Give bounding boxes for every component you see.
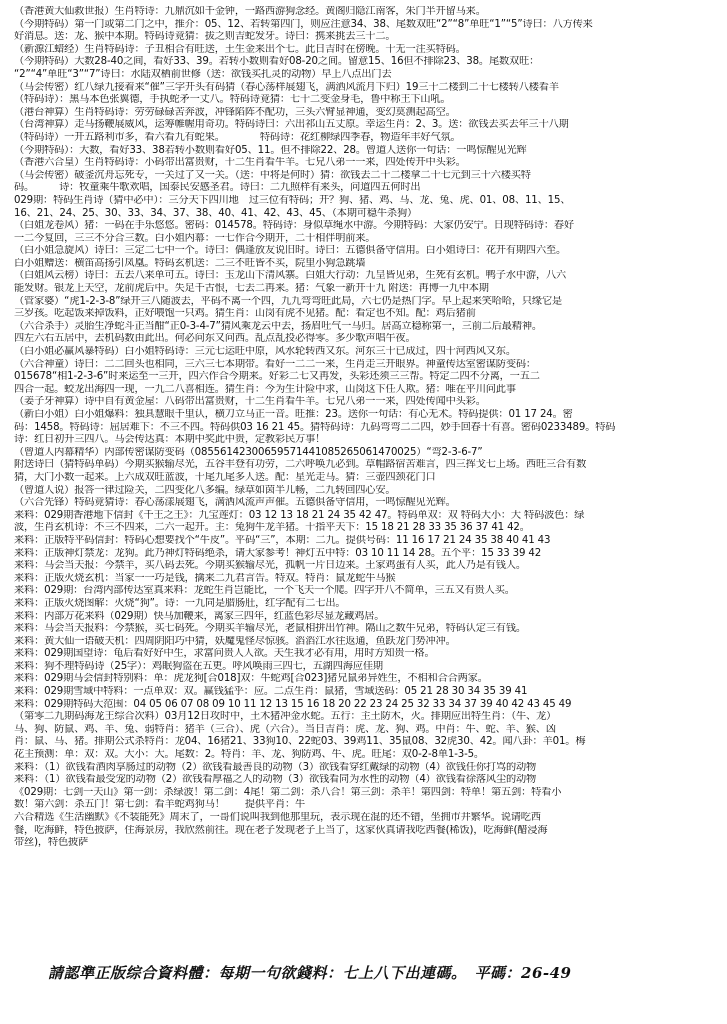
- text-line: 猜，大门小数一起来。上六成双旺蓝波，十尾九尾多人送。配：星光走马。猜：三壶四颈花门口: [14, 471, 436, 483]
- text-line: 马、狗、防鼠、鸡、羊、兔、弱特肖：猪羊（三合）、虎（六合）。当日吉肖：虎、龙、狗、鸡。中肖：牛、蛇、羊、猴、凶: [14, 723, 556, 735]
- text-line: 来料：正版火烧玄机：当家一一巧是钱，擒来二九君言告。特双。特肖：鼠龙蛇牛马猴: [14, 572, 396, 584]
- text-line: “2”“4”单旺“3”“7”诗曰：水陆双栖前世修（送：欲钱买扎灵的动物）早上八点出门去: [14, 68, 392, 80]
- text-line: 四左六右五居中，去机码数由此出。何必问东又问西。乱点乱投必得零。多少歌声唱午夜。: [14, 333, 416, 345]
- text-line: （曾道人内幕精华）内部传密谋防变码（08556142300659571441085265061470025）“弯2-3-6-7”: [14, 446, 483, 458]
- footer: [0, 952, 727, 992]
- text-line: 来料：029期：台湾内部传达室真来料：龙蛇生肖岂能比，一个飞天一个爬。四字开八不简单，三五又有贵人买。: [14, 585, 515, 597]
- text-line: 能发财。银龙上天空，龙前虎后中。失足千古恨，七去二再来。猪：气象一新开十九 附送：再博一九中本期: [14, 283, 489, 295]
- text-line: 来料：029期国望诗：龟后看好好中生，求富问贵人人欲。天生我才必有用，用时方知贵一格。: [14, 648, 435, 660]
- text-line: （第零二九期码海龙王综合次料）03月12日攻时中，土木猪冲金水蛇。五行：主土防木，火。排期应出特生肖：（牛、龙）: [14, 711, 557, 723]
- text-line: 来料：（1）欲钱看最受宠的动物（2）欲钱看厚福之人的动物（3）欲钱看同为水性的动物（4）欲钱看徐落风尘的动物: [14, 774, 537, 786]
- text-line: 来料：正版特平码信封：特码心想要找个“牛皮”。平码“三”，本期：二九。提供号码：11 16 17 21 24 35 38 40 41 43: [14, 534, 551, 546]
- text-line: （六合杀手）灵胎生净蛇斗正当酣“正0-3-4-7”猜风乘龙云中去，扬眉吐气一马归。居高立稳称第一，三前二后最精神。: [14, 320, 542, 332]
- text-line: 来料：（1）欲钱看酒肉享肠过的动物（2）欲钱看最善良的动物（3）欲钱看穿红戴绿的动物（4）欲钱任你打骂的动物: [14, 761, 537, 773]
- text-line: （今期特码）第一门或第二门之中，推介：05、12、若转第四门，则应注意34、38、尾数双旺“2”“8”单旺“1”“5”诗曰：八方传来: [14, 18, 593, 30]
- text-line: （香港黄大仙救世报）生肖特诗：九鼎沉如千金钟，一路西游狗念经。黄阁归隐江南客，朱门半开留马来。: [14, 6, 486, 17]
- footer-text: 請認準正版综合資料體：每期一句欲錢料：七上八下出連碼。 平碼：26-49: [48, 964, 572, 982]
- text-line: 一二今复回，三三不分合三数。白小姐内幕：一七作合今期开，二十相伴明前来。: [14, 232, 376, 244]
- text-line: （白小姐急旋风）诗曰：三定二七中一个。诗曰：偶逢放友说旧时。诗曰：五德俱备守信用。白小姐诗曰：花开有期四六至。: [14, 245, 567, 257]
- document-body: [14, 6, 717, 850]
- text-line: 《029期：七剑一天山》第一剑：杀绿波！第二剑：4尾！第二剑：杀八合！第三剑：杀羊！第四剑：特单！第五剑：特看小: [14, 786, 562, 798]
- text-line: （曾道人说）报答一律过险关，二四变化八多编。绿草如茵半儿畅，二九转回四心安。: [14, 484, 396, 496]
- text-line: 肖：鼠、马、猪。排期公式杀特肖：龙04、16猪21、33狗10、22蛇03、39鸡11、35鼠08、32虎30、42。闻八卦：羊01。梅: [14, 736, 586, 748]
- text-line: 来料：正版火烧图解：火烧“狗”。诗：一九同是腊肠肚，红字配有二七出。: [14, 597, 346, 609]
- text-line: （白姐风云榜）诗曰：五去八来单可五。诗曰：玉龙山下清风寨。白姐大行动：九呈皆见弟，生死有玄机。鸭子水中游，八六: [14, 270, 567, 282]
- text-line: （特码诗）一开五路利市多，看六看九有蛇果。 特码诗：花红柳绿四季春，物造年丰好气氛。: [14, 131, 461, 143]
- text-line: 来料：狗不理特码诗（25字）：鸡眠狗盗在五更。呼风唤雨三四七，五湖四海应佳期: [14, 660, 383, 672]
- text-line: 码。 诗：牧童乘牛歌欢唱，国泰民安感圣君。诗曰：二九照样有来头，问道四五何时出: [14, 182, 421, 194]
- text-line: 来料：029期雪域中特料：一点单双：双。赢钱猛乎：应。二点生肖：鼠猪，雪域送码：05 21 28 30 34 35 39 41: [14, 686, 528, 698]
- text-line: （姜子牙神算）诗中自有黄金屋：八码带出富贵财，十二生肖看牛羊。七兄八弟一一来，四处传闻中头彩。: [14, 396, 486, 408]
- text-line: （六合先锋）特码竟猜诗：春心荡漾展翅飞，满洒风流声声催。五德俱备守信用，一鸣惊醒见光辉。: [14, 497, 456, 509]
- text-line: （六合神童）诗曰：二二回头也相同，三六三七本期带。看好一二二一来，生肖走三开眼界。神童传达室密谋防变码：: [14, 358, 536, 370]
- text-line: 来料：黄大仙一语破天机：四周阴阳巧中猜，妖魔鬼怪尽惊骇。滔滔江水往返通，鱼跃龙门势冲冲。: [14, 635, 456, 647]
- text-line: 三岁孩。吃起饭来掉饭料，正好喂饱一只鸡。猜生肖：山岗有虎不见猪。配：看定也不知。配：鸡后猪前: [14, 308, 476, 320]
- text-line: 附送诗曰（猜特码单码）今期买猴输尽光，五谷丰登有功劳，二六呼唤九必到。草帽路宿苦难言，四三挥戈七上场。西旺三合有数: [14, 459, 587, 471]
- text-line: 来料：029期特码大范围：04 05 06 07 08 09 10 11 12 13 15 16 18 20 22 23 24 25 32 33 34 37 39 40 42 43 45 49: [14, 698, 572, 710]
- text-line: （今期特码）：大数，看好33、38若转小数则看好05、11。但不排除22、28。曾道人送你一句话：一鸣惊醒见光辉: [14, 144, 527, 156]
- text-line: （台湾神算）走马扬鞭展威风，运筹帷幄用奇功。特码诗曰：六出祁山五丈原。幸运生肖：2、3。送：欲钱去买去年三十八期: [14, 119, 569, 131]
- text-line: （香港六合皇）生肖特码诗：小码带出富贵财，十二生肖看牛羊。七兄八弟一一来，四处传开中头彩。: [14, 157, 466, 169]
- text-line: （马会传密）破釜沉舟忘死专，一关过了又一关。（送：中将是何时）猜：欲钱去二十二楼拿二十七元到三十六楼买特: [14, 169, 531, 181]
- text-line: 诗：红日初升三四八。马会传达真：本期中奖此中贵，定教彩民万事！: [14, 434, 326, 446]
- text-line: （管家婆）“虎1-2-3-8”绿开三八随波去，平码不离一个四，九九弯弯旺此局，六七仍是热门字。早上起来笑哈哈，只缘它是: [14, 295, 563, 307]
- text-line: 来料：内部万花来料（029期）快马加鞭来，离家三四年，红蓝色彩尽显龙藏鸡居。: [14, 610, 385, 622]
- text-line: 码：1458。特码诗：屈居难下：不三不四。特码供03 16 21 45。猜特码诗：九码弯弯二二四，妙手回春十有喜。密码0233489。特码: [14, 421, 616, 433]
- text-line: 餐，吃海鲜，特色披萨，住海景房，我欣然前往。现在老子发现老子上当了，这家伙真请我吃西餐(稀饭)，吃海鲜(醋浸海: [14, 824, 548, 836]
- text-line: 波，生肖玄机诗：不三不四来，二六一起开。主：兔狗牛龙羊猪。十指平天下：15 18 21 28 33 35 36 37 41 42。: [14, 522, 530, 534]
- text-line: 来料：马会当天报料：今禁猴，买七码死。今期买羊输尽光，老鼠相拼出竹神。隔山之数牛兄弟，特码认定三有钱。: [14, 623, 526, 635]
- text-line: 数！第六剑：杀五门！第七剑：看羊蛇鸡狗马！ 提供平肖：牛: [14, 799, 306, 811]
- text-line: 029期：特码生肖诗（猜中必中）：三分天下四川地 过三位有特码；开？狗、猪、鸡、马、龙、兔、虎、01、08、11、15、: [14, 194, 571, 206]
- text-line: （港台神算）生肖特码诗：劳劳碌碌苦奔波，冲锋陷阵不配功，三头六臂显神通，变幻莫测起高空。: [14, 106, 456, 118]
- text-line: （特码诗）：黑马本色张翼德，手执蛇矛一丈八。特码诗竟猜：七十二变金身毛，鲁中称王下山吼。: [14, 94, 451, 106]
- text-line: 015678“相1-2-3-6”时来运至一三开，四六作合今期来。好彩二七又再发，头彩还须三三帮。特定二四不分离，一五二: [14, 371, 540, 383]
- text-line: （白姐龙卷风）猪：一码在手乐悠悠。密码：014578。特码诗：身似草绳水中游。今期特码：大家仍安宁。日现特码诗：春好: [14, 220, 574, 232]
- text-line: 16、21、24、25、30、33、34、37、38、40、41、42、43、45、（本期可稳牛杀狗）: [14, 207, 418, 219]
- text-line: （白小姐必赢风暴特码）白小姐特码诗：三元七运旺中原，风水轮转西又东。河东三十已成过，四十河西风又东。: [14, 346, 516, 358]
- text-line: （今期特码）大数28-40之间，看好33、39。若转小数则看好08-20之间。留意15、16但不排除23、38。尾数双旺：: [14, 56, 540, 68]
- text-line: 带丝)，特色披萨: [14, 837, 89, 849]
- text-line: （新源江蜡经）生肖特码诗：子丑相合有旺送，土生金来出个七。此日吉时在傍晚。十无一注买特码。: [14, 43, 466, 55]
- text-line: 六合精选《生活幽默》《不装能死》周末了，一哥们说叫我到他那里玩，表示现在混的还不错，坐拥市井繁华。说请吃西: [14, 812, 541, 823]
- text-line: 来料：正版神灯禁龙：龙狗。此乃神灯特码绝杀，请大家参考！神灯五中特：03 10 11 14 28。五个平：15 33 39 42: [14, 547, 542, 559]
- text-line: 好消息。送：龙、猴中本期。特码诗竟猜：拔之则吉蛇发牙。诗曰：携来挑去三十二。: [14, 31, 396, 43]
- text-line: 白小姐赠送：横笛高扬引凤凰。特码玄机送：二三不旺皆不买，院里小狗急跳墙: [14, 257, 366, 269]
- text-line: 来料：029期马会信封特别料：单：虎龙狗[合018]双：牛蛇鸡[合023]猪兄鼠弟异姓生，不相和合合两家。: [14, 673, 488, 685]
- text-line: 来料：马会当天报：今禁羊，买八码去死。今期买猴输尽光，孤帆一片日边来。土家鸡蛋有人买，此人乃是有钱人。: [14, 560, 526, 572]
- text-line: 四合一起。蛟龙出海四一现，一九二八喜相连。猜生肖：今为生计险中求，山岗这下任人欺。猪：唯在平川问此事: [14, 383, 516, 395]
- text-line: （马会传密）红八绿九接着来“催”三字开头有码猜（春心荡样展翅飞，满洒风流月下归）19三十二楼到二十七楼转八楼看羊: [14, 81, 559, 93]
- text-line: 来料：029期香港地下信封《千王之王》：九宝莲灯：03 12 13 18 21 24 35 42 47。特码单双：双 特码大小：大 特码波色：绿: [14, 509, 585, 521]
- text-line: （新白小姐）白小姐爆料：独具慧眼千里认，横刀立马正一音。旺推：23。送你一句话：有心无术。特码提供：01 17 24。密: [14, 409, 573, 420]
- text-line: 花主预测：单：双：双。大小：大。尾数：2。特肖：羊、龙、狗防鸡、牛、虎。旺尾：双0-2-8单1-3-5。: [14, 749, 484, 761]
